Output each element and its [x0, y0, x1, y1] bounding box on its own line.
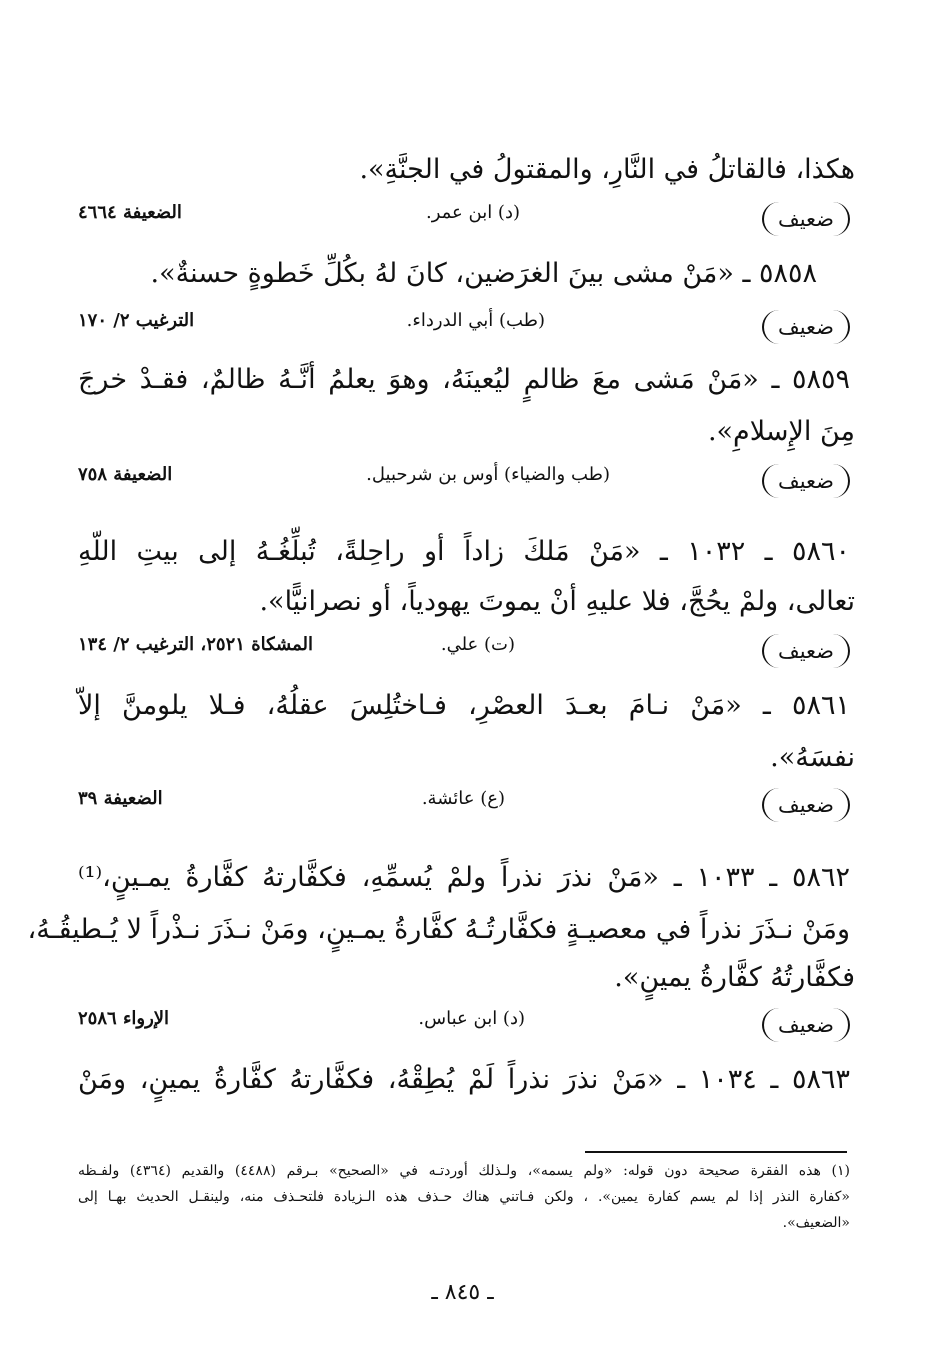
- narrator-text: (طب والضياء) أوس بن شرحبيل.: [366, 464, 610, 485]
- hadith-text-line: ٥٨٦١ ـ «مَنْ نـامَ بعـدَ العصْرِ، فـاختُلِسَ عقلُهُ، فـلا يلومنَّ إلاّ: [78, 690, 850, 721]
- reference-text: الضعيفة ٤٦٦٤: [78, 202, 182, 223]
- source-line: [78, 1006, 850, 1046]
- hadith-text-line: ٥٨٦٠ ـ ١٠٣٢ ـ «مَنْ مَلكَ زاداً أو راحِلةً، تُبلِّغُـهُ إلى بيتِ اللّهِ: [78, 536, 850, 567]
- hadith-text-line: مِنَ الإِسلامِ».: [707, 416, 855, 447]
- source-line: [78, 200, 850, 240]
- hadith-text-line: ٥٨٦٣ ـ ١٠٣٤ ـ «مَنْ نذرَ نذراً لَمْ يُطِقْهُ، فكفَّارتهُ كفَّارةُ يمينٍ، ومَنْ: [78, 1064, 850, 1095]
- narrator-text: (ت) علي.: [440, 634, 515, 655]
- grade-badge: ضعيف: [762, 464, 850, 498]
- footnote-line: (١) هذه الفقرة صحيحة دون قوله: «ولم يسمه»، ولـذلك أوردتـه في «الصحيح» بـرقم (٤٤٨٨) والقديم (٤٣٦٤) ولفـظه: [78, 1163, 851, 1179]
- reference-text: الضعيفة ٧٥٨: [78, 464, 173, 485]
- source-line: [78, 308, 850, 348]
- grade-badge: ضعيف: [762, 1008, 850, 1042]
- grade-badge: ضعيف: [762, 634, 850, 668]
- grade-badge: ضعيف: [762, 202, 850, 236]
- footnote-line: «كفارة النذر إذا لم يسم كفارة يمين». ، ولكن فـاتني هناك حـذف هذه الـزيادة فلتحـذف منه، ولينقـل الحديث بهـا إلى: [78, 1189, 850, 1205]
- hadith-text-line: نفسَهُ».: [770, 742, 855, 773]
- narrator-text: (د) ابن عمر.: [425, 202, 520, 223]
- narrator-text: (ع) عائشة.: [421, 788, 505, 809]
- reference-text: الترغيب ٢/ ١٧٠: [78, 310, 195, 331]
- hadith-text-line: ٥٨٦٢ ـ ١٠٣٣ ـ «مَنْ نذرَ نذراً ولمْ يُسمِّهِ، فكفَّارتهُ كفَّارةُ يمـينٍ،⁽¹⁾: [78, 862, 850, 893]
- hadith-text-line: تعالى، ولمْ يحُجَّ، فلا عليهِ أنْ يموتَ يهودياً، أو نصرانيًّا».: [259, 586, 855, 617]
- reference-text: المشكاة ٢٥٢١، الترغيب ٢/ ١٣٤: [78, 634, 313, 655]
- footnote-separator: [585, 1151, 847, 1153]
- source-line: [78, 462, 850, 502]
- grade-badge: ضعيف: [762, 788, 850, 822]
- hadith-text-line: ٥٨٥٩ ـ «مَنْ مَشى معَ ظالمٍ ليُعينَهُ، وهوَ يعلمُ أنَّـهُ ظالمٌ، فقـدْ خرجَ: [78, 364, 850, 395]
- narrator-text: (د) ابن عباس.: [418, 1008, 525, 1029]
- hadith-text-line: هكذا، فالقاتلُ في النَّارِ، والمقتولُ في الجنَّةِ».: [359, 154, 855, 185]
- narrator-text: (طب) أبي الدرداء.: [406, 310, 545, 331]
- grade-badge: ضعيف: [762, 310, 850, 344]
- reference-text: الضعيفة ٣٩: [78, 788, 163, 809]
- footnote-line: «الضعيف».: [782, 1215, 850, 1231]
- source-line: [78, 786, 850, 826]
- page-number: ـ ٨٤٥ ـ: [431, 1280, 494, 1305]
- reference-text: الإرواء ٢٥٨٦: [78, 1008, 170, 1029]
- hadith-text-line: ٥٨٥٨ ـ «مَنْ مشى بينَ الغرَضين، كانَ لهُ بكُلِّ خَطوةٍ حسنةٌ».: [150, 258, 817, 289]
- hadith-text-line: فكفَّارتُهُ كفَّارةُ يمينٍ».: [614, 962, 855, 993]
- source-line: [78, 632, 850, 672]
- hadith-text-line: ومَنْ نـذَرَ نذراً في معصيـةٍ فكفَّارتُـهُ كفَّارةُ يمـينٍ، ومَنْ نـذَرَ نـذْراً لا يُـطيقُـهُ،: [27, 914, 850, 945]
